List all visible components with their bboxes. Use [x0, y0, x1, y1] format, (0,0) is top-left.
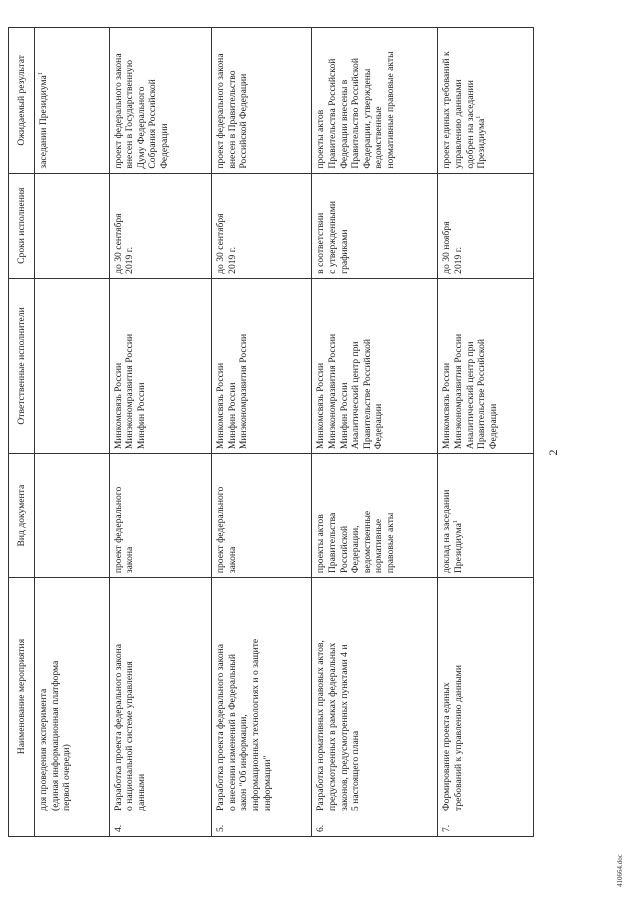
- header-doc-type: Вид документа: [9, 454, 35, 578]
- row-number: [35, 815, 110, 837]
- row-number: 4.: [109, 815, 212, 837]
- footnote-mark: 1: [475, 115, 482, 119]
- row-doc-type: [312, 454, 438, 578]
- row-responsible: Минкомсвязь России Минэкономразвития России Аналитический центр при Правительстве Российской Федерации: [438, 278, 534, 453]
- row-name: Разработка проекта федерального закона о внесении изменений в Федеральный закон "Об информации, информационных технологиях и о защите информации": [212, 578, 312, 815]
- row-result: [312, 28, 438, 174]
- table-row: [438, 28, 534, 837]
- row-result-text: заседании Президиума: [38, 75, 49, 169]
- table-row: [109, 28, 212, 837]
- page-number: 2: [546, 449, 560, 456]
- footnote-mark: 1: [37, 72, 44, 76]
- header-name: Наименование мероприятия: [9, 578, 35, 815]
- footnote-mark: 1: [452, 520, 459, 524]
- row-result: [35, 28, 110, 174]
- table-row: [212, 28, 312, 837]
- row-result-text: проект единых требований к управлению данными одобрен на заседании Президиума: [441, 51, 488, 169]
- row-result: [438, 28, 534, 174]
- row-term: [35, 173, 110, 278]
- header-number: [9, 815, 35, 837]
- row-name: Разработка нормативных правовых актов, предусмотренных в рамках федеральных законов, предусмотренных пунктами 4 и 5 настоящего плана: [312, 578, 438, 815]
- row-doc-type-text: доклад на заседании Президиума: [441, 489, 464, 574]
- row-name: Формирование проекта единых требований к управлению данными: [438, 578, 534, 815]
- row-result: [212, 28, 312, 174]
- row-responsible: [35, 278, 110, 453]
- row-doc-type: [212, 454, 312, 578]
- row-responsible: Минкомсвязь России Минэкономразвития России Минфин России Аналитический центр при Правительстве Российской Федерации: [312, 278, 438, 453]
- row-result: [109, 28, 212, 174]
- header-responsible: Ответственные исполнители: [9, 278, 35, 453]
- document-code: 410664.doc: [616, 854, 624, 887]
- row-term: до 30 сентября 2019 г.: [212, 173, 312, 278]
- header-term: Сроки исполнения: [9, 173, 35, 278]
- row-number: 5.: [212, 815, 312, 837]
- row-number: 7.: [438, 815, 534, 837]
- row-responsible: Минкомсвязь России Минэкономразвития России Минфин России: [109, 278, 212, 453]
- row-responsible: Минкомсвязь России Минфин России Минэкономразвития России: [212, 278, 312, 453]
- action-plan-table: [8, 27, 534, 837]
- row-doc-type-text: проект федерального закона: [215, 486, 238, 574]
- table-row-continuation: [35, 28, 110, 837]
- row-result-text: проект федерального закона внесен в Правительство Российской Федерации: [215, 53, 250, 169]
- row-doc-type-text: проекты актов Правительства Российской Федерации, ведомственные нормативные правовые акты: [315, 510, 397, 574]
- row-term: до 30 сентября 2019 г.: [109, 173, 212, 278]
- row-doc-type: [438, 454, 534, 578]
- row-doc-type-text: проект федерального закона: [112, 486, 136, 574]
- row-number: 6.: [312, 815, 438, 837]
- row-doc-type: [109, 454, 212, 578]
- table-row: [312, 28, 438, 837]
- header-result: Ожидаемый результат: [9, 28, 35, 174]
- row-term: в соответствии с утвержденными графиками: [312, 173, 438, 278]
- row-name: для проведения эксперимента (единая информационная платформа первой очереди): [35, 578, 110, 815]
- row-doc-type: [35, 454, 110, 578]
- row-result-text: проекты актов Правительства Российской Федерации внесены в Правительство Российской Федерации, утверждены ведомственные нормативные правовые акты: [315, 51, 397, 169]
- row-result-text: проект федерального закона внесен в Государственную Думу Федерального Собрания Российской Федерации: [112, 53, 170, 169]
- row-term: до 30 ноября 2019 г.: [438, 173, 534, 278]
- table-header-row: [9, 28, 35, 837]
- row-name: Разработка проекта федерального закона о национальной системе управления данными: [109, 578, 212, 815]
